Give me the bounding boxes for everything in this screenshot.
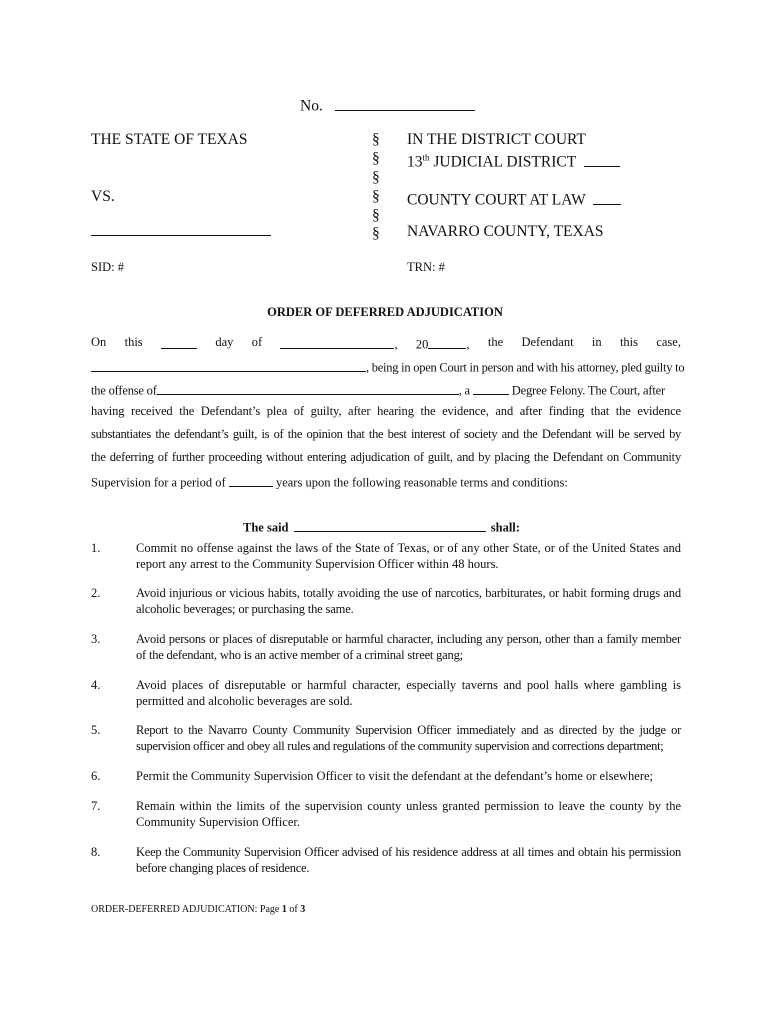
body-text: Degree Felony. The Court, after <box>511 383 665 398</box>
versus-label: VS. <box>91 188 115 205</box>
body-line-6: the deferring of further proceeding without entering adjudication of guilt, and by placing the Defendant on Community <box>91 450 681 464</box>
condition-number: 3. <box>91 632 101 646</box>
condition-number: 5. <box>91 723 101 737</box>
defendant-name-said-blank[interactable] <box>294 518 486 532</box>
body-line-7 <box>91 473 681 491</box>
body-line-1 <box>91 335 681 353</box>
body-text: the offense of <box>91 383 157 398</box>
condition-number: 6. <box>91 769 101 783</box>
body-text: this <box>619 335 638 349</box>
degree-blank[interactable] <box>473 381 509 395</box>
body-line-4: having received the Defendant’s plea of guilty, after hearing the evidence, and after finding that the evidence <box>91 404 681 418</box>
condition-number: 7. <box>91 799 101 813</box>
shall-label: shall: <box>490 520 520 535</box>
month-blank[interactable] <box>280 335 394 349</box>
body-text: Defendant <box>521 335 574 349</box>
district-blank[interactable] <box>584 150 620 167</box>
body-text: in <box>591 335 602 349</box>
body-text: On <box>91 335 107 349</box>
condition-text: Remain within the limits of the supervision county unless granted permission to leave the county by the Community Supervision Officer. <box>136 799 681 829</box>
condition-text: Permit the Community Supervision Officer to visit the defendant at the defendant’s home or elsewhere; <box>136 769 654 783</box>
sid-label: SID: # <box>91 260 124 274</box>
body-line-5: substantiates the defendant’s guilt, is of the opinion that the best interest of society and the Defendant will be served by <box>91 427 681 441</box>
footer-page-total: 3 <box>300 904 306 915</box>
trn-label: TRN: # <box>407 260 445 274</box>
document-title: ORDER OF DEFERRED ADJUDICATION <box>267 305 503 319</box>
footer-page-number: 1 <box>281 904 287 915</box>
section-symbol: § <box>372 169 380 186</box>
condition-text: Keep the Community Supervision Officer advised of his residence address at all times and obtain his permission before changing places of residence. <box>136 845 681 875</box>
county-court-label: COUNTY COURT AT LAW <box>407 191 586 209</box>
body-text: , <box>466 337 470 352</box>
condition-text: Avoid injurious or vicious habits, totally avoiding the use of narcotics, barbiturates, or habit forming drugs and alcoholic beverages; or purchasing the same. <box>136 586 681 616</box>
condition-text: Avoid places of disreputable or harmful character, especially taverns and pool halls where gambling is permitted and alcoholic beverages are sold. <box>136 678 681 708</box>
judicial-district-label: JUDICIAL DISTRICT <box>429 153 576 171</box>
section-symbol: § <box>372 188 380 205</box>
county-court-blank[interactable] <box>593 188 621 205</box>
page-footer <box>91 904 305 915</box>
case-number-blank[interactable] <box>335 94 475 111</box>
the-said-label: The said <box>243 520 289 535</box>
body-text: years upon the following reasonable terms and conditions: <box>275 475 568 490</box>
body-line-2 <box>91 358 685 376</box>
case-number-line <box>300 94 475 116</box>
county-label: NAVARRO COUNTY, TEXAS <box>407 223 604 240</box>
body-text: this <box>124 335 143 349</box>
body-text: day <box>215 335 234 349</box>
the-said-line <box>243 518 520 536</box>
years-blank[interactable] <box>229 473 273 487</box>
defendant-name-blank[interactable] <box>91 222 271 236</box>
district-court-label: IN THE DISTRICT COURT <box>407 131 586 148</box>
district-number-suffix: th <box>422 152 430 163</box>
section-symbol: § <box>372 131 380 148</box>
condition-text: Report to the Navarro County Community Supervision Officer immediately and as directed by the judge or supervision officer and obey all rules and regulations of the community supervision and corrections department; <box>136 723 681 753</box>
offense-blank[interactable] <box>157 381 459 395</box>
body-line-3 <box>91 381 681 399</box>
condition-number: 2. <box>91 586 101 600</box>
body-text: , <box>394 337 398 352</box>
day-blank[interactable] <box>161 335 197 349</box>
body-text: , a <box>458 383 470 398</box>
body-text: , being in open Court in person and with his attorney, pled guilty to <box>366 360 685 375</box>
district-number: 13 <box>407 153 423 171</box>
condition-text: Avoid persons or places of disreputable or harmful character, including any person, other than a family member of the defendant, who is an active member of a criminal street gang; <box>136 632 681 662</box>
judicial-district-line <box>407 150 620 172</box>
section-symbol: § <box>372 150 380 167</box>
county-court-line <box>407 188 621 210</box>
state-of-texas: THE STATE OF TEXAS <box>91 131 248 148</box>
body-text: Supervision for a period of <box>91 475 226 490</box>
section-symbol: § <box>372 225 380 242</box>
footer-label: ORDER-DEFERRED ADJUDICATION: Page <box>91 904 282 915</box>
case-number-label: No. <box>300 97 323 115</box>
year-blank[interactable] <box>428 335 466 349</box>
footer-of: of <box>286 904 301 915</box>
section-symbol: § <box>372 207 380 224</box>
body-text: the <box>487 335 504 349</box>
condition-number: 4. <box>91 678 101 692</box>
condition-text: Commit no offense against the laws of the State of Texas, or of any other State, or of the United States and report any arrest to the Community Supervision Officer within 48 hours. <box>136 541 681 571</box>
body-text: 20 <box>415 337 429 352</box>
body-text: of <box>251 335 263 349</box>
condition-number: 8. <box>91 845 101 859</box>
body-text: case, <box>656 335 681 349</box>
defendant-blank[interactable] <box>91 358 366 372</box>
condition-number: 1. <box>91 541 101 555</box>
